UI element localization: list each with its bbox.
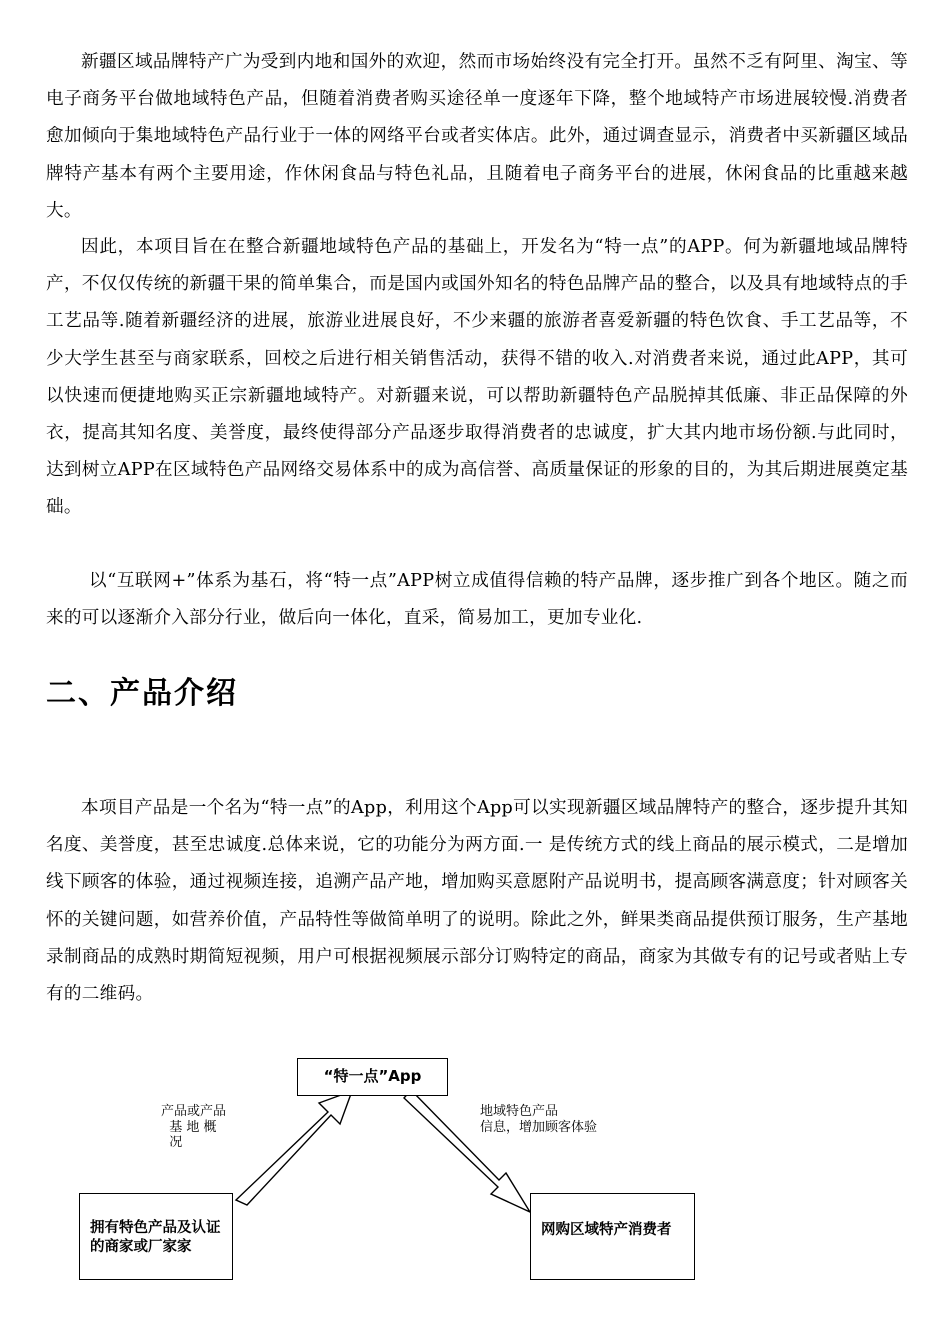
- product-intro-paragraph: 本项目产品是一个名为“特一点”的App，利用这个App可以实现新疆区域品牌特产的整合，逐步提升其知名度、美誉度，甚至忠诚度.总体来说，它的功能分为两方面.一 是传统方式的线上商品的展示模式，二是增加线下顾客的体验，通过视频连接，追溯产品产地，增加购买意愿附产品说明书，提高顾客满意度；针对顾客关怀的关键问题，如营养价值，产品特性等做简单明了的说明。除此之外，鲜果类商品提供预订服务，生产基地录制商品的成熟时期简短视频，用户可根据视频展示部分订购特定的商品，商家为其做专有的记号或者贴上专有的二维码。: [46, 798, 908, 1005]
- left-arrow-label: 产品或产品 基 地 概 况: [161, 1104, 227, 1150]
- right-arrow-label: 地域特色产品 信息，增加顾客体验: [480, 1104, 598, 1135]
- intro-paragraph-1: 新疆区域品牌特产广为受到内地和国外的欢迎，然而市场始终没有完全打开。虽然不乏有阿里、淘宝、等电子商务平台做地域特色产品，但随着消费者购买途径单一度逐年下降，整个地域特产市场进展较慢.消费者愈加倾向于集地域特色产品行业于一体的网络平台或者实体店。此外，通过调查显示，消费者中买新疆区域品牌特产基本有两个主要用途，作休闲食品与特色礼品，且随着电子商务平台的进展，休闲食品的比重越来越大。: [46, 52, 908, 221]
- consumer-box: 网购区域特产消费者: [530, 1193, 695, 1280]
- intro-paragraph-3: 以“互联网+”体系为基石，将“特一点”APP树立成值得信赖的特产品牌，逐步推广到各个地区。随之而来的可以逐渐介入部分行业，做后向一体化，直采，简易加工，更加专业化.: [46, 571, 908, 629]
- product-flow-diagram: [0, 1040, 950, 1300]
- merchant-box: 拥有特色产品及认证的商家或厂家家: [79, 1193, 233, 1280]
- intro-paragraph-2: 因此，本项目旨在在整合新疆地域特色产品的基础上，开发名为“特一点”的APP。何为新疆地域品牌特产，不仅仅传统的新疆干果的简单集合，而是国内或国外知名的特色品牌产品的整合，以及具有地域特点的手工艺品等.随着新疆经济的进展，旅游业进展良好，不少来疆的旅游者喜爱新疆的特色饮食、手工艺品等，不少大学生甚至与商家联系，回校之后进行相关销售活动，获得不错的收入.对消费者来说，通过此APP，其可以快速而便捷地购买正宗新疆地域特产。对新疆来说，可以帮助新疆特色产品脱掉其低廉、非正品保障的外衣，提高其知名度、美誉度，最终使得部分产品逐步取得消费者的忠诚度，扩大其内地市场份额.与此同时，达到树立APP在区域特色产品网络交易体系中的成为高信誉、高质量保证的形象的目的，为其后期进展奠定基础。: [46, 237, 908, 518]
- app-box: “特一点”App: [297, 1058, 448, 1096]
- arrow-merchant-to-app: [236, 1091, 352, 1205]
- section-heading-product-intro: 二、产品介绍: [46, 676, 238, 711]
